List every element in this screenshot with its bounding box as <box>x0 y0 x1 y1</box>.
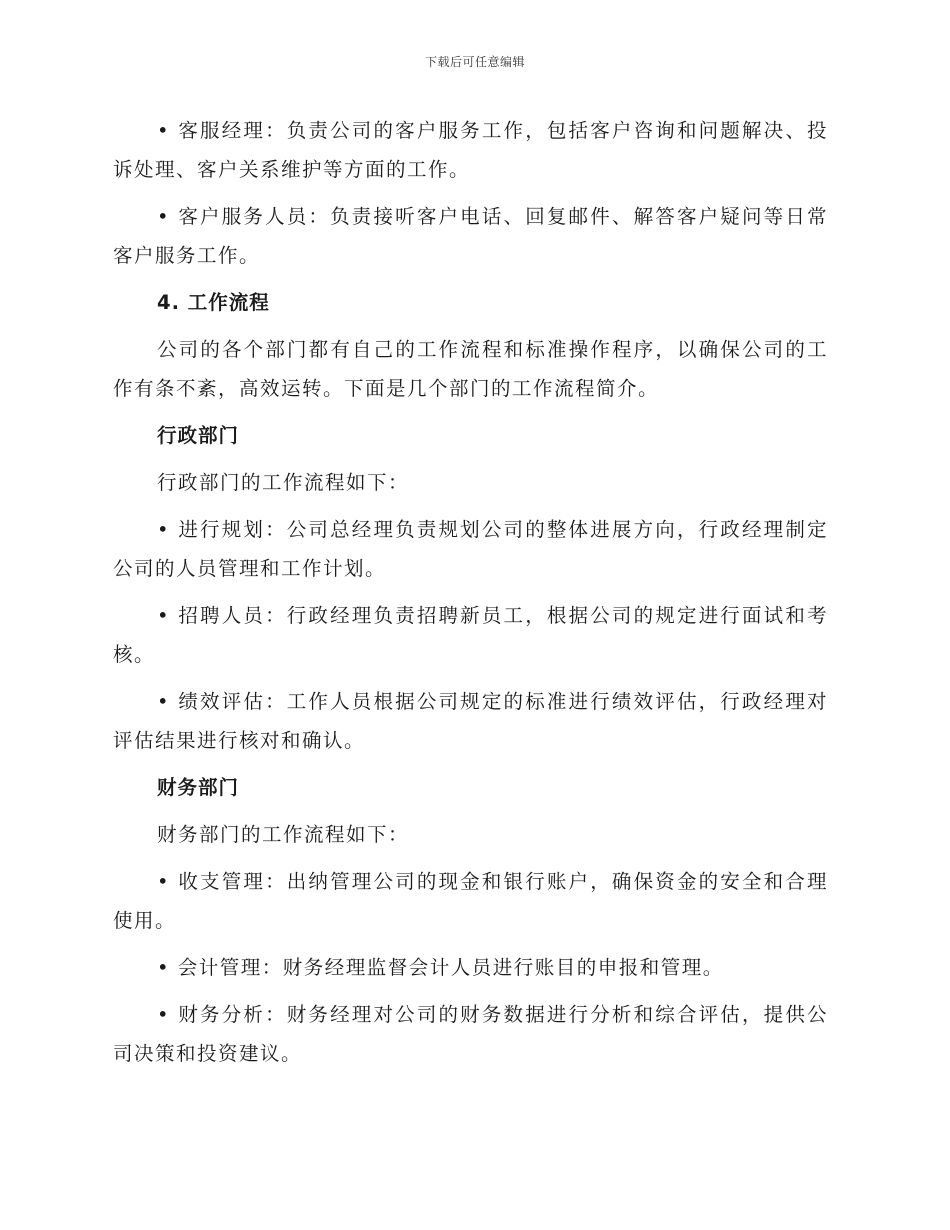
subheading-admin-department: 行政部门 <box>157 424 240 447</box>
bullet-planning: • 进行规划：公司总经理负责规划公司的整体进展方向，行政经理制定公司的人员管理和工作计划。 <box>113 518 828 580</box>
page-header: 下载后可任意编辑 <box>424 55 525 69</box>
section-heading-workflow: 4. 工作流程 <box>157 291 270 314</box>
document-body <box>113 111 828 1081</box>
subheading-finance-department: 财务部门 <box>157 776 240 799</box>
bullet-cash-management: • 收支管理：出纳管理公司的现金和银行账户，确保资金的安全和合理使用。 <box>113 870 828 932</box>
bullet-financial-analysis: • 财务分析：财务经理对公司的财务数据进行分析和综合评估，提供公司决策和投资建议。 <box>113 1003 828 1065</box>
bullet-accounting-management: • 会计管理：财务经理监督会计人员进行账目的申报和管理。 <box>157 956 724 979</box>
paragraph-finance-intro: 财务部门的工作流程如下： <box>157 823 410 846</box>
bullet-recruitment: • 招聘人员：行政经理负责招聘新员工，根据公司的规定进行面试和考核。 <box>113 604 828 666</box>
paragraph-workflow-intro: 公司的各个部门都有自己的工作流程和标准操作程序，以确保公司的工作有条不紊，高效运转。下面是几个部门的工作流程简介。 <box>113 338 828 400</box>
bullet-customer-service-staff: • 客户服务人员：负责接听客户电话、回复邮件、解答客户疑问等日常客户服务工作。 <box>113 205 828 267</box>
paragraph-admin-intro: 行政部门的工作流程如下： <box>157 471 410 494</box>
bullet-performance-review: • 绩效评估：工作人员根据公司规定的标准进行绩效评估，行政经理对评估结果进行核对和确认。 <box>113 690 828 752</box>
bullet-customer-service-manager: • 客服经理：负责公司的客户服务工作，包括客户咨询和问题解决、投诉处理、客户关系维护等方面的工作。 <box>113 119 828 181</box>
